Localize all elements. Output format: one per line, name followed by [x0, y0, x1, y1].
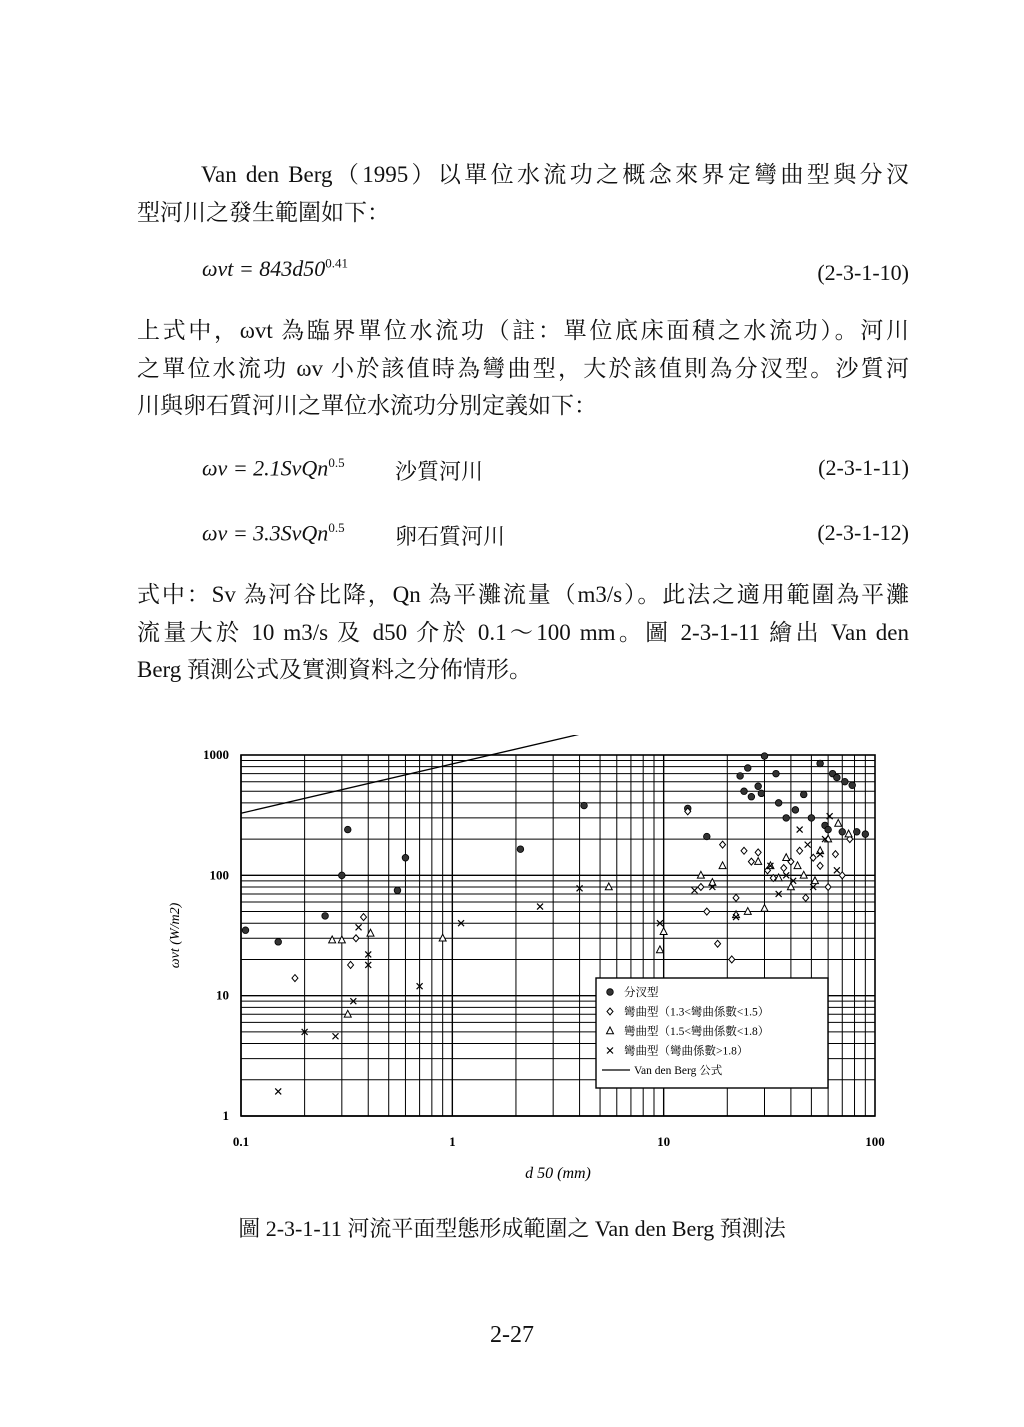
data-point-series-2	[783, 854, 790, 861]
equation-number: (2-3-1-12)	[817, 520, 909, 545]
data-point-series-0	[581, 802, 588, 809]
y-axis-label: ωvt (W/m2)	[168, 902, 183, 969]
legend-label: Van den Berg 公式	[634, 1065, 723, 1077]
paragraph-definition	[137, 312, 909, 425]
paragraph-line: 之單位水流功 ωv 小於該值時為彎曲型，大於該值則為分汊型。沙質河	[137, 355, 909, 381]
equation-label-gravel: 卵石質河川	[395, 524, 506, 549]
data-point-series-2	[794, 862, 801, 869]
y-tick-label: 1000	[203, 747, 229, 762]
data-point-series-3	[356, 924, 362, 930]
data-point-series-2	[835, 819, 842, 826]
y-tick-label: 100	[209, 867, 229, 883]
paragraph-line: 流量大於 10 m3/s 及 d50 介於 0.1～100 mm。圖 2-3-1-11 繪出 Van den	[137, 619, 909, 645]
data-point-series-2	[761, 905, 768, 912]
data-point-series-0	[800, 791, 807, 798]
equation-expression: $\omega vt = 843d50^{0.41}$	[202, 256, 349, 282]
x-tick-label: 10	[657, 1134, 671, 1149]
data-point-series-0	[275, 939, 282, 946]
data-point-series-0	[339, 872, 346, 879]
van-den-berg-chart	[0, 735, 1024, 1195]
legend-label: 彎曲型（彎曲係數>1.8）	[624, 1045, 749, 1058]
data-point-series-1	[361, 914, 367, 921]
data-point-series-0	[853, 829, 860, 836]
x-tick-label: 1	[449, 1134, 456, 1149]
x-axis-label: d 50 (mm)	[525, 1165, 591, 1182]
page-number: 2-27	[490, 1322, 534, 1348]
data-point-series-2	[755, 858, 762, 865]
data-point-series-0	[792, 807, 799, 814]
equation-2-3-1-11: ωv = 2.1SvQn$^{0.5}$	[202, 455, 345, 481]
data-point-series-1	[803, 894, 809, 901]
data-point-series-0	[761, 753, 768, 760]
data-point-series-1	[715, 940, 721, 947]
data-point-series-3	[537, 904, 543, 910]
paragraph-notation	[137, 576, 909, 689]
data-point-series-1	[797, 847, 803, 854]
data-point-series-0	[842, 778, 849, 785]
data-point-series-0	[775, 800, 782, 807]
data-point-series-0	[862, 831, 869, 838]
equation-label-sand: 沙質河川	[395, 459, 484, 484]
y-tick-label: 1	[222, 1108, 229, 1123]
y-tick-label: 10	[216, 987, 229, 1003]
data-point-series-3	[797, 827, 803, 833]
legend-marker	[607, 989, 614, 996]
data-point-series-2	[811, 877, 818, 884]
equation-2-3-1-10	[202, 256, 348, 282]
data-point-series-0	[517, 846, 524, 853]
data-point-series-0	[849, 782, 856, 789]
data-point-series-2	[605, 883, 612, 890]
data-point-series-1	[781, 865, 787, 872]
data-point-series-1	[748, 858, 754, 865]
data-point-series-1	[832, 851, 838, 858]
data-point-series-0	[773, 770, 780, 777]
paragraph-line: 式中：Sv 為河谷比降，Qn 為平灘流量（m3/s）。此法之適用範圍為平灘	[137, 582, 909, 607]
data-point-series-3	[332, 1033, 338, 1039]
equation-number: (2-3-1-11)	[818, 455, 909, 480]
data-point-series-0	[825, 826, 832, 833]
data-point-series-3	[805, 842, 811, 848]
data-point-series-1	[353, 935, 359, 942]
data-point-series-1	[755, 849, 761, 856]
paragraph-line: 上式中，ωvt 為臨界單位水流功（註：單位底床面積之水流功）。河川	[137, 318, 909, 343]
legend-label: 彎曲型（1.5<彎曲係數<1.8）	[624, 1026, 770, 1038]
data-point-series-0	[748, 793, 755, 800]
data-point-series-0	[322, 913, 329, 920]
data-point-series-2	[344, 1010, 351, 1017]
data-point-series-2	[845, 830, 852, 837]
data-point-series-1	[825, 883, 831, 890]
data-point-series-1	[733, 894, 739, 901]
data-point-series-0	[704, 833, 711, 840]
chart-legend	[596, 978, 828, 1088]
data-point-series-0	[839, 829, 846, 836]
data-point-series-3	[692, 887, 698, 893]
data-point-series-1	[704, 908, 710, 915]
data-point-series-0	[744, 765, 751, 772]
equation-2-3-1-12: ωv = 3.3SvQn$^{0.5}$	[202, 520, 345, 546]
data-point-series-0	[741, 788, 748, 795]
legend-label: 彎曲型（1.3<彎曲係數<1.5）	[624, 1006, 770, 1019]
data-point-series-3	[834, 867, 840, 873]
data-point-series-1	[729, 956, 735, 963]
data-point-series-0	[737, 773, 744, 780]
data-point-series-0	[808, 815, 815, 822]
paragraph-line: Berg 預測公式及實測資料之分佈情形。	[137, 657, 533, 682]
paragraph-line: 川與卵石質河川之單位水流功分別定義如下：	[137, 393, 597, 418]
paragraph-intro	[137, 156, 909, 231]
data-point-series-2	[656, 946, 663, 953]
legend-label: 分汊型	[624, 987, 659, 999]
data-point-series-1	[720, 841, 726, 848]
data-point-series-1	[817, 862, 823, 869]
data-point-series-0	[783, 815, 790, 822]
data-point-series-1	[348, 961, 354, 968]
x-tick-label: 100	[865, 1134, 885, 1149]
data-point-series-3	[275, 1088, 281, 1094]
data-point-series-2	[744, 908, 751, 915]
figure-caption: 圖 2-3-1-11 河流平面型態形成範圍之 Van den Berg 預測法	[238, 1216, 786, 1241]
data-point-series-0	[834, 774, 841, 781]
data-point-series-1	[741, 847, 747, 854]
data-point-series-2	[719, 862, 726, 869]
paragraph-line: Van den Berg（1995）以單位水流功之概念來界定彎曲型與分汊	[201, 162, 909, 187]
data-point-series-0	[755, 783, 762, 790]
data-point-series-0	[402, 854, 409, 861]
data-point-series-0	[344, 826, 351, 833]
data-point-series-0	[394, 887, 401, 894]
data-point-series-0	[817, 760, 824, 767]
data-point-series-2	[660, 928, 667, 935]
data-point-series-0	[242, 927, 249, 934]
data-point-series-2	[817, 847, 824, 854]
data-point-series-2	[329, 936, 336, 943]
data-point-series-2	[338, 936, 345, 943]
data-point-series-2	[787, 883, 794, 890]
data-point-series-1	[698, 883, 704, 890]
data-point-series-2	[439, 934, 446, 941]
chart-axis-labels	[168, 902, 591, 1182]
equation-number: (2-3-1-10)	[817, 260, 909, 285]
data-point-series-1	[292, 975, 298, 982]
paragraph-line: 型河川之發生範圍如下：	[137, 199, 390, 225]
data-point-series-0	[758, 790, 765, 797]
x-tick-label: 0.1	[232, 1134, 250, 1149]
